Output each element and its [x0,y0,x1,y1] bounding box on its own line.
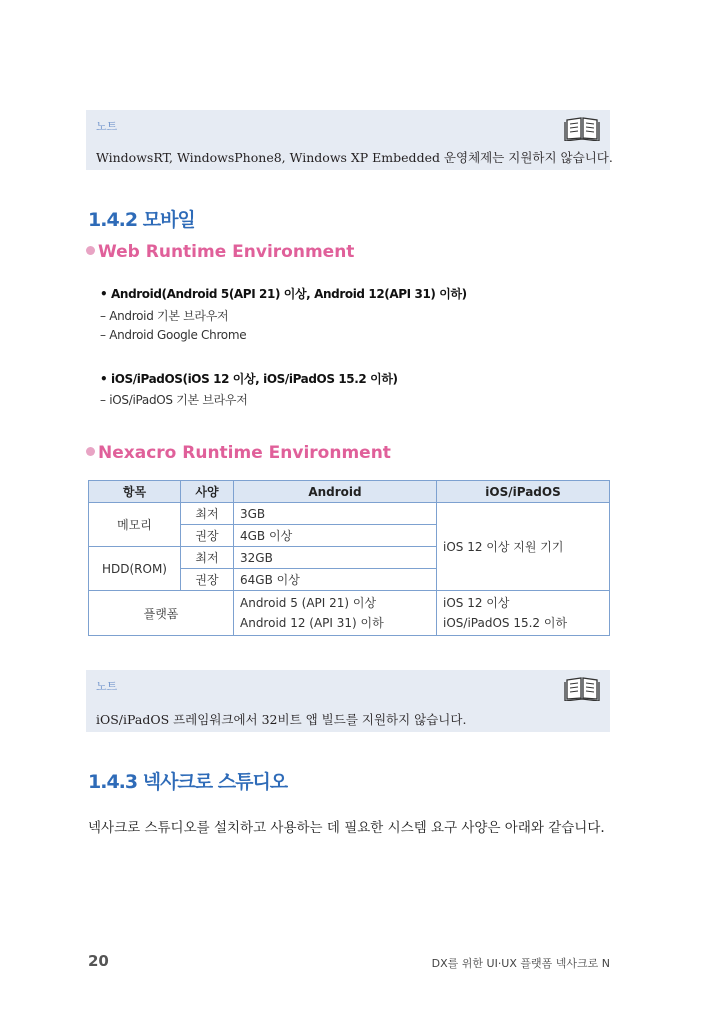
ios-hw-cell: iOS 12 이상 지원 기기 [437,503,610,591]
header-ios: iOS/iPadOS [437,481,610,503]
open-book-icon [564,115,600,141]
note-box [86,670,610,732]
platform-ios-line: iOS 12 이상 [443,596,510,610]
level-cell: 권장 [181,525,234,547]
page-number: 20 [88,952,109,970]
note-label: 노트 [96,120,118,133]
ios-browser-item: – iOS/iPadOS 기본 브라우저 [100,393,248,407]
nexacro-runtime-title-text: Nexacro Runtime Environment [98,443,391,463]
android-browser-item: – Android 기본 브라우저 [100,309,229,323]
platform-android-line: Android 5 (API 21) 이상 [240,596,377,610]
android-chrome-item: – Android Google Chrome [100,328,247,342]
table-row [89,591,610,636]
table-row [89,503,610,525]
table-header-row [89,481,610,503]
platform-ios-cell [437,591,610,636]
spec-table [88,480,610,636]
web-runtime-title [86,242,354,262]
android-value-cell: 32GB [234,547,437,569]
bullet-dot-icon [86,246,95,255]
android-bullet: • Android(Android 5(API 21) 이상, Android 12(API 31) 이하) [100,287,467,301]
ios-bullet: • iOS/iPadOS(iOS 12 이상, iOS/iPadOS 15.2 이하) [100,372,398,386]
platform-ios-line: iOS/iPadOS 15.2 이하 [443,616,568,630]
note-box [86,110,613,170]
header-android: Android [234,481,437,503]
section-title-mobile: 1.4.2 모바일 [88,209,195,231]
platform-android-line: Android 12 (API 31) 이하 [240,616,384,630]
section-body-text: 넥사크로 스튜디오를 설치하고 사용하는 데 필요한 시스템 요구 사양은 아래와 같습니다. [88,820,605,836]
note-label: 노트 [96,680,118,693]
level-cell: 최저 [181,503,234,525]
note-text: iOS/iPadOS 프레임워크에서 32비트 앱 빌드를 지원하지 않습니다. [96,712,467,727]
header-spec: 사양 [181,481,234,503]
level-cell: 권장 [181,569,234,591]
section-title-studio: 1.4.3 넥사크로 스튜디오 [88,771,288,793]
platform-label: 플랫폼 [89,591,234,636]
note-text: WindowsRT, WindowsPhone8, Windows XP Embedded 운영체제는 지원하지 않습니다. [96,150,613,165]
platform-android-cell [234,591,437,636]
open-book-icon [564,675,600,701]
memory-label: 메모리 [89,503,181,547]
level-cell: 최저 [181,547,234,569]
hdd-label: HDD(ROM) [89,547,181,591]
header-item: 항목 [89,481,181,503]
android-value-cell: 3GB [234,503,437,525]
bullet-dot-icon [86,447,95,456]
android-value-cell: 64GB 이상 [234,569,437,591]
book-title: DX를 위한 UI·UX 플랫폼 넥사크로 N [431,957,610,970]
nexacro-runtime-title [86,443,391,463]
android-value-cell: 4GB 이상 [234,525,437,547]
web-runtime-title-text: Web Runtime Environment [98,242,355,262]
